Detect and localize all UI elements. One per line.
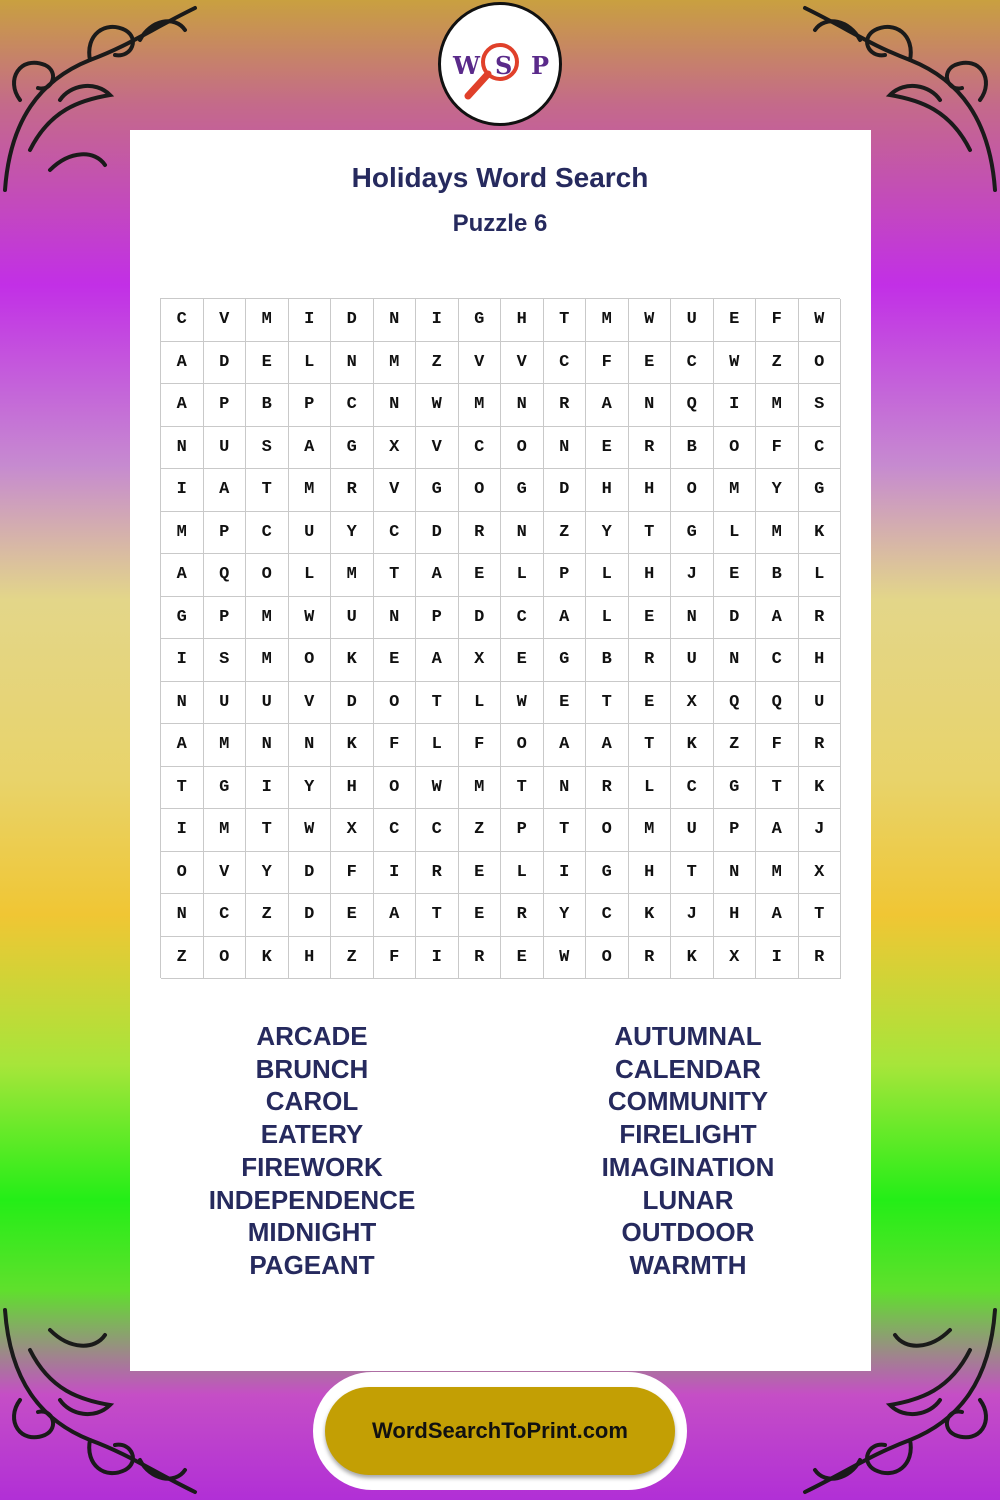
grid-cell[interactable]: D: [714, 597, 757, 640]
grid-cell[interactable]: T: [671, 852, 714, 895]
grid-cell[interactable]: M: [459, 384, 502, 427]
grid-cell[interactable]: V: [459, 342, 502, 385]
grid-cell[interactable]: W: [416, 384, 459, 427]
grid-cell[interactable]: Q: [204, 554, 247, 597]
grid-cell[interactable]: R: [459, 937, 502, 980]
grid-cell[interactable]: C: [671, 342, 714, 385]
grid-cell[interactable]: L: [501, 554, 544, 597]
grid-cell[interactable]: M: [756, 852, 799, 895]
grid-cell[interactable]: G: [714, 767, 757, 810]
grid-cell[interactable]: D: [459, 597, 502, 640]
grid-cell[interactable]: K: [799, 512, 842, 555]
grid-cell[interactable]: R: [586, 767, 629, 810]
grid-cell[interactable]: H: [714, 894, 757, 937]
grid-cell[interactable]: C: [374, 809, 417, 852]
grid-cell[interactable]: M: [331, 554, 374, 597]
grid-cell[interactable]: C: [416, 809, 459, 852]
site-link[interactable]: WordSearchToPrint.com: [372, 1418, 628, 1443]
grid-cell[interactable]: P: [544, 554, 587, 597]
grid-cell[interactable]: D: [544, 469, 587, 512]
grid-cell[interactable]: C: [799, 427, 842, 470]
grid-cell[interactable]: E: [629, 342, 672, 385]
grid-cell[interactable]: T: [629, 512, 672, 555]
grid-cell[interactable]: H: [501, 299, 544, 342]
grid-cell[interactable]: A: [756, 894, 799, 937]
grid-cell[interactable]: P: [204, 512, 247, 555]
grid-cell[interactable]: G: [161, 597, 204, 640]
grid-cell[interactable]: C: [501, 597, 544, 640]
grid-cell[interactable]: K: [671, 937, 714, 980]
word-list-item: FIRELIGHT: [619, 1119, 757, 1150]
grid-cell[interactable]: L: [799, 554, 842, 597]
grid-cell[interactable]: F: [374, 724, 417, 767]
grid-cell[interactable]: O: [459, 469, 502, 512]
grid-cell[interactable]: O: [799, 342, 842, 385]
grid-cell[interactable]: H: [629, 469, 672, 512]
grid-cell[interactable]: O: [671, 469, 714, 512]
grid-cell[interactable]: I: [416, 937, 459, 980]
grid-cell[interactable]: V: [204, 299, 247, 342]
grid-cell[interactable]: Z: [416, 342, 459, 385]
grid-cell[interactable]: X: [374, 427, 417, 470]
grid-cell[interactable]: N: [246, 724, 289, 767]
grid-cell[interactable]: N: [714, 639, 757, 682]
grid-cell[interactable]: U: [671, 809, 714, 852]
grid-cell[interactable]: E: [714, 554, 757, 597]
grid-cell[interactable]: M: [289, 469, 332, 512]
word-list-right: [528, 1020, 848, 1282]
grid-cell[interactable]: T: [586, 682, 629, 725]
grid-cell[interactable]: G: [671, 512, 714, 555]
grid-cell[interactable]: W: [289, 597, 332, 640]
grid-cell[interactable]: K: [246, 937, 289, 980]
grid-cell[interactable]: G: [799, 469, 842, 512]
logo-letter-s: S: [495, 51, 513, 80]
grid-cell[interactable]: U: [799, 682, 842, 725]
grid-cell[interactable]: R: [629, 937, 672, 980]
grid-cell[interactable]: Q: [671, 384, 714, 427]
grid-cell[interactable]: A: [586, 724, 629, 767]
grid-cell[interactable]: R: [629, 427, 672, 470]
grid-cell[interactable]: D: [416, 512, 459, 555]
grid-cell[interactable]: Y: [331, 512, 374, 555]
grid-cell[interactable]: R: [501, 894, 544, 937]
grid-cell[interactable]: L: [586, 554, 629, 597]
grid-cell[interactable]: R: [629, 639, 672, 682]
grid-cell[interactable]: D: [289, 852, 332, 895]
grid-cell[interactable]: M: [246, 639, 289, 682]
logo-letter-p: P: [531, 51, 550, 80]
grid-cell[interactable]: E: [629, 682, 672, 725]
grid-cell[interactable]: G: [501, 469, 544, 512]
grid-cell[interactable]: X: [714, 937, 757, 980]
grid-cell[interactable]: N: [544, 767, 587, 810]
grid-cell[interactable]: W: [799, 299, 842, 342]
grid-cell[interactable]: M: [204, 724, 247, 767]
grid-cell[interactable]: L: [629, 767, 672, 810]
grid-cell[interactable]: G: [204, 767, 247, 810]
grid-cell[interactable]: E: [501, 937, 544, 980]
grid-cell[interactable]: Z: [459, 809, 502, 852]
logo-letter-w: W: [453, 51, 480, 80]
word-list-item: COMMUNITY: [607, 1086, 769, 1117]
grid-cell[interactable]: N: [501, 384, 544, 427]
grid-cell[interactable]: L: [501, 852, 544, 895]
grid-cell[interactable]: C: [671, 767, 714, 810]
word-list-item: BRUNCH: [255, 1053, 369, 1084]
grid-cell[interactable]: A: [161, 342, 204, 385]
word-list-item: CAROL: [265, 1086, 359, 1117]
grid-cell[interactable]: F: [374, 937, 417, 980]
footer-banner[interactable]: [325, 1387, 675, 1475]
grid-cell[interactable]: I: [544, 852, 587, 895]
grid-cell[interactable]: N: [374, 384, 417, 427]
grid-cell[interactable]: H: [331, 767, 374, 810]
grid-cell[interactable]: V: [501, 342, 544, 385]
grid-cell[interactable]: P: [289, 384, 332, 427]
grid-cell[interactable]: R: [544, 384, 587, 427]
grid-cell[interactable]: V: [289, 682, 332, 725]
grid-cell[interactable]: U: [246, 682, 289, 725]
grid-cell[interactable]: Z: [161, 937, 204, 980]
grid-cell[interactable]: E: [459, 852, 502, 895]
grid-cell[interactable]: A: [756, 597, 799, 640]
grid-cell[interactable]: M: [459, 767, 502, 810]
grid-cell[interactable]: F: [459, 724, 502, 767]
grid-cell[interactable]: A: [289, 427, 332, 470]
grid-cell[interactable]: F: [756, 299, 799, 342]
word-list-item: LUNAR: [642, 1184, 734, 1215]
grid-cell[interactable]: I: [161, 469, 204, 512]
grid-cell[interactable]: I: [714, 384, 757, 427]
grid-cell[interactable]: M: [374, 342, 417, 385]
grid-cell[interactable]: A: [161, 554, 204, 597]
word-list-item: AUTUMNAL: [614, 1021, 762, 1051]
word-list-item: ARCADE: [256, 1021, 368, 1051]
grid-cell[interactable]: L: [459, 682, 502, 725]
grid-cell[interactable]: H: [586, 469, 629, 512]
grid-cell[interactable]: T: [246, 469, 289, 512]
grid-cell[interactable]: K: [331, 639, 374, 682]
word-list-left: [152, 1020, 472, 1282]
grid-cell[interactable]: C: [586, 894, 629, 937]
grid-cell[interactable]: Y: [544, 894, 587, 937]
grid-cell[interactable]: K: [799, 767, 842, 810]
grid-cell[interactable]: O: [161, 852, 204, 895]
grid-cell[interactable]: P: [204, 597, 247, 640]
grid-cell[interactable]: Y: [289, 767, 332, 810]
grid-cell[interactable]: C: [544, 342, 587, 385]
grid-cell[interactable]: D: [289, 894, 332, 937]
grid-cell[interactable]: N: [544, 427, 587, 470]
puzzle-subtitle: Puzzle 6: [452, 210, 548, 237]
grid-cell[interactable]: A: [544, 724, 587, 767]
grid-cell[interactable]: A: [416, 639, 459, 682]
grid-cell[interactable]: C: [204, 894, 247, 937]
grid-cell[interactable]: G: [586, 852, 629, 895]
grid-cell[interactable]: A: [204, 469, 247, 512]
grid-cell[interactable]: X: [671, 682, 714, 725]
grid-cell[interactable]: W: [289, 809, 332, 852]
word-list-item: OUTDOOR: [621, 1217, 755, 1248]
grid-cell[interactable]: G: [416, 469, 459, 512]
grid-cell[interactable]: S: [246, 427, 289, 470]
grid-cell[interactable]: F: [331, 852, 374, 895]
page-title: Holidays Word Search: [351, 162, 649, 193]
grid-cell[interactable]: Z: [544, 512, 587, 555]
grid-cell[interactable]: T: [161, 767, 204, 810]
grid-cell[interactable]: M: [246, 299, 289, 342]
grid-cell[interactable]: A: [161, 724, 204, 767]
grid-cell[interactable]: B: [246, 384, 289, 427]
word-list-item: CALENDAR: [615, 1053, 761, 1084]
grid-cell[interactable]: E: [629, 597, 672, 640]
grid-cell[interactable]: C: [161, 299, 204, 342]
grid-cell[interactable]: B: [756, 554, 799, 597]
grid-cell[interactable]: T: [416, 894, 459, 937]
grid-cell[interactable]: H: [799, 639, 842, 682]
grid-cell[interactable]: F: [586, 342, 629, 385]
grid-cell[interactable]: T: [544, 299, 587, 342]
grid-cell[interactable]: A: [544, 597, 587, 640]
grid-cell[interactable]: H: [629, 852, 672, 895]
grid-cell[interactable]: W: [629, 299, 672, 342]
grid-cell[interactable]: N: [374, 299, 417, 342]
grid-cell[interactable]: I: [161, 639, 204, 682]
grid-cell[interactable]: E: [459, 894, 502, 937]
grid-cell[interactable]: N: [161, 894, 204, 937]
grid-cell[interactable]: V: [204, 852, 247, 895]
grid-cell[interactable]: T: [544, 809, 587, 852]
grid-cell[interactable]: O: [714, 427, 757, 470]
word-list-item: EATERY: [260, 1119, 364, 1150]
site-logo[interactable]: [438, 2, 562, 126]
grid-cell[interactable]: T: [246, 809, 289, 852]
word-list-item: IMAGINATION: [601, 1151, 775, 1182]
grid-cell[interactable]: W: [416, 767, 459, 810]
grid-cell[interactable]: K: [331, 724, 374, 767]
word-list-item: PAGEANT: [249, 1249, 375, 1280]
grid-cell[interactable]: R: [331, 469, 374, 512]
grid-cell[interactable]: P: [714, 809, 757, 852]
grid-cell[interactable]: E: [544, 682, 587, 725]
grid-cell[interactable]: S: [799, 384, 842, 427]
grid-cell[interactable]: I: [161, 809, 204, 852]
grid-cell[interactable]: U: [204, 682, 247, 725]
grid-cell[interactable]: F: [756, 427, 799, 470]
grid-cell[interactable]: T: [374, 554, 417, 597]
grid-cell[interactable]: K: [671, 724, 714, 767]
word-list-item: MIDNIGHT: [247, 1217, 377, 1248]
word-list-item: INDEPENDENCE: [208, 1184, 416, 1215]
grid-cell[interactable]: A: [374, 894, 417, 937]
grid-cell[interactable]: J: [671, 894, 714, 937]
grid-cell[interactable]: L: [289, 342, 332, 385]
grid-cell[interactable]: C: [331, 384, 374, 427]
grid-cell[interactable]: X: [459, 639, 502, 682]
grid-cell[interactable]: W: [544, 937, 587, 980]
grid-cell[interactable]: U: [671, 639, 714, 682]
grid-cell[interactable]: H: [629, 554, 672, 597]
grid-cell[interactable]: R: [799, 937, 842, 980]
grid-cell[interactable]: V: [416, 427, 459, 470]
grid-cell[interactable]: M: [756, 384, 799, 427]
grid-cell[interactable]: E: [246, 342, 289, 385]
grid-cell[interactable]: H: [289, 937, 332, 980]
grid-cell[interactable]: E: [501, 639, 544, 682]
grid-cell[interactable]: G: [459, 299, 502, 342]
grid-cell[interactable]: E: [586, 427, 629, 470]
grid-cell[interactable]: S: [204, 639, 247, 682]
grid-cell[interactable]: V: [374, 469, 417, 512]
grid-cell[interactable]: O: [246, 554, 289, 597]
grid-cell[interactable]: M: [714, 469, 757, 512]
letter-grid[interactable]: [160, 298, 840, 978]
grid-cell[interactable]: N: [161, 682, 204, 725]
grid-cell[interactable]: D: [204, 342, 247, 385]
grid-cell[interactable]: O: [586, 809, 629, 852]
grid-cell[interactable]: W: [501, 682, 544, 725]
grid-cell[interactable]: A: [586, 384, 629, 427]
grid-cell[interactable]: E: [331, 894, 374, 937]
grid-cell[interactable]: T: [501, 767, 544, 810]
grid-cell[interactable]: A: [161, 384, 204, 427]
grid-cell[interactable]: A: [416, 554, 459, 597]
grid-cell[interactable]: T: [416, 682, 459, 725]
grid-cell[interactable]: X: [799, 852, 842, 895]
grid-cell[interactable]: L: [289, 554, 332, 597]
grid-cell[interactable]: D: [331, 682, 374, 725]
grid-cell[interactable]: Z: [246, 894, 289, 937]
grid-cell[interactable]: L: [714, 512, 757, 555]
grid-cell[interactable]: P: [416, 597, 459, 640]
grid-cell[interactable]: U: [204, 427, 247, 470]
grid-cell[interactable]: Y: [246, 852, 289, 895]
grid-cell[interactable]: B: [671, 427, 714, 470]
grid-cell[interactable]: O: [289, 639, 332, 682]
grid-cell[interactable]: I: [374, 852, 417, 895]
grid-cell[interactable]: X: [331, 809, 374, 852]
word-list-item: WARMTH: [629, 1249, 747, 1280]
grid-cell[interactable]: Q: [756, 682, 799, 725]
grid-cell[interactable]: N: [629, 384, 672, 427]
grid-cell[interactable]: Y: [756, 469, 799, 512]
grid-cell[interactable]: J: [799, 809, 842, 852]
grid-cell[interactable]: P: [204, 384, 247, 427]
grid-cell[interactable]: G: [544, 639, 587, 682]
grid-cell[interactable]: D: [331, 299, 374, 342]
grid-cell[interactable]: N: [374, 597, 417, 640]
grid-cell[interactable]: O: [501, 427, 544, 470]
grid-cell[interactable]: M: [204, 809, 247, 852]
grid-cell[interactable]: L: [416, 724, 459, 767]
grid-cell[interactable]: M: [246, 597, 289, 640]
grid-cell[interactable]: N: [714, 852, 757, 895]
grid-cell[interactable]: C: [756, 639, 799, 682]
grid-cell[interactable]: K: [629, 894, 672, 937]
grid-cell[interactable]: G: [331, 427, 374, 470]
grid-cell[interactable]: R: [799, 724, 842, 767]
grid-cell[interactable]: T: [629, 724, 672, 767]
grid-cell[interactable]: J: [671, 554, 714, 597]
grid-cell[interactable]: R: [799, 597, 842, 640]
grid-cell[interactable]: U: [671, 299, 714, 342]
grid-cell[interactable]: N: [331, 342, 374, 385]
grid-cell[interactable]: Z: [331, 937, 374, 980]
grid-cell[interactable]: L: [586, 597, 629, 640]
grid-cell[interactable]: U: [289, 512, 332, 555]
grid-cell[interactable]: Z: [756, 342, 799, 385]
grid-cell[interactable]: W: [714, 342, 757, 385]
grid-cell[interactable]: C: [246, 512, 289, 555]
grid-cell[interactable]: U: [331, 597, 374, 640]
grid-cell[interactable]: R: [416, 852, 459, 895]
grid-cell[interactable]: I: [416, 299, 459, 342]
grid-cell[interactable]: O: [586, 937, 629, 980]
grid-cell[interactable]: I: [246, 767, 289, 810]
grid-cell[interactable]: E: [374, 639, 417, 682]
grid-cell[interactable]: O: [501, 724, 544, 767]
grid-cell[interactable]: P: [501, 809, 544, 852]
grid-cell[interactable]: O: [374, 767, 417, 810]
grid-cell[interactable]: Y: [586, 512, 629, 555]
grid-cell[interactable]: T: [799, 894, 842, 937]
grid-cell[interactable]: N: [501, 512, 544, 555]
grid-cell[interactable]: O: [374, 682, 417, 725]
grid-cell[interactable]: E: [714, 299, 757, 342]
grid-cell[interactable]: M: [629, 809, 672, 852]
grid-cell[interactable]: R: [459, 512, 502, 555]
grid-cell[interactable]: N: [671, 597, 714, 640]
word-list-item: FIREWORK: [241, 1151, 383, 1182]
grid-cell[interactable]: E: [459, 554, 502, 597]
grid-cell[interactable]: I: [289, 299, 332, 342]
grid-cell[interactable]: I: [756, 937, 799, 980]
grid-cell[interactable]: A: [756, 809, 799, 852]
grid-cell[interactable]: T: [756, 767, 799, 810]
grid-cell[interactable]: N: [289, 724, 332, 767]
grid-cell[interactable]: N: [161, 427, 204, 470]
grid-cell[interactable]: M: [756, 512, 799, 555]
grid-cell[interactable]: Z: [714, 724, 757, 767]
grid-cell[interactable]: M: [586, 299, 629, 342]
grid-cell[interactable]: B: [586, 639, 629, 682]
grid-cell[interactable]: C: [459, 427, 502, 470]
grid-cell[interactable]: M: [161, 512, 204, 555]
grid-cell[interactable]: O: [204, 937, 247, 980]
grid-cell[interactable]: Q: [714, 682, 757, 725]
grid-cell[interactable]: C: [374, 512, 417, 555]
grid-cell[interactable]: F: [756, 724, 799, 767]
